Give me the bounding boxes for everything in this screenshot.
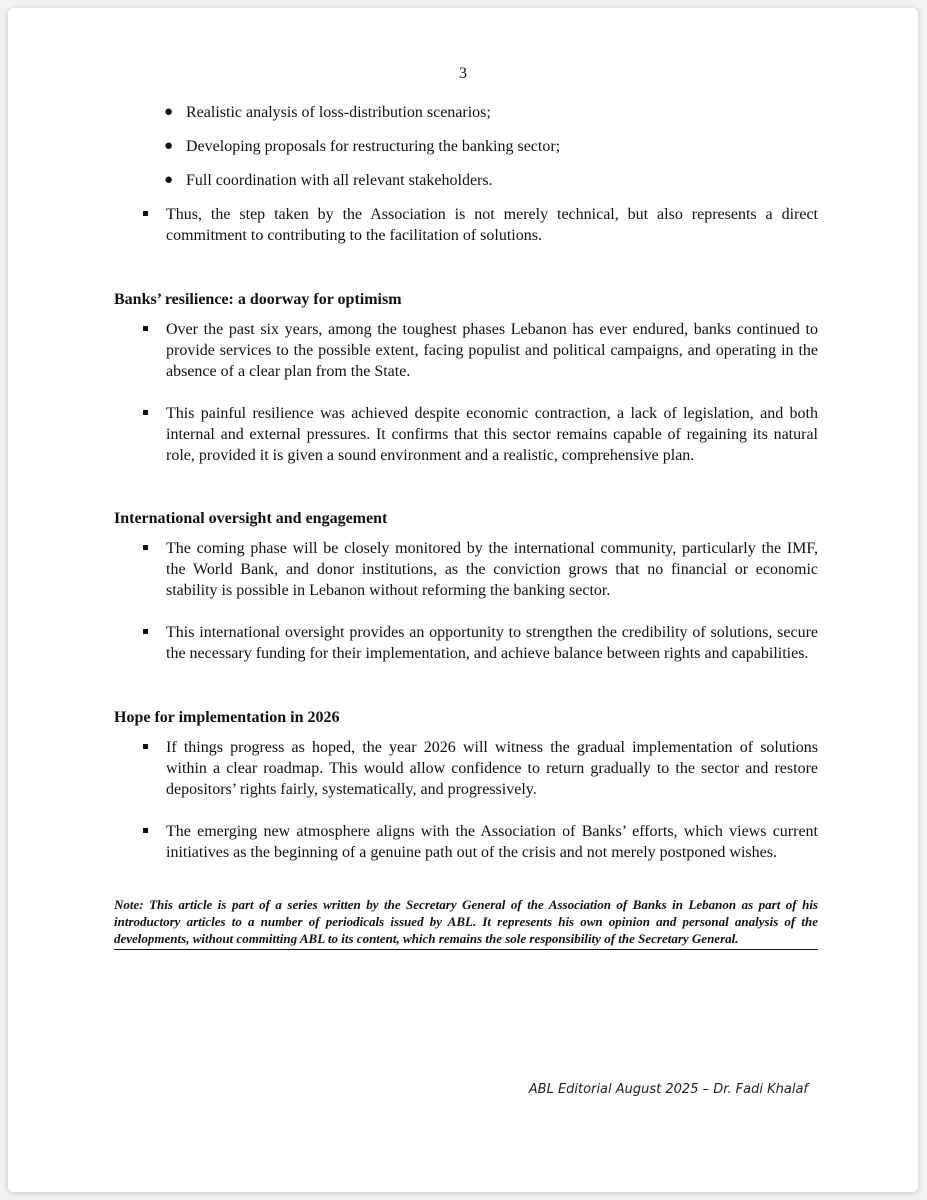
- page-content: [114, 102, 818, 963]
- list-item: The coming phase will be closely monitored by the international community, particularly the IMF, the World Bank, and donor institutions, as the conviction grows that no financial or economic stability is possible in Lebanon without reforming the banking sector.: [114, 538, 818, 601]
- section-heading-oversight: International oversight and engagement: [114, 510, 388, 527]
- section-list-resilience: [114, 319, 818, 466]
- list-item: The emerging new atmosphere aligns with the Association of Banks’ efforts, which views current initiatives as the beginning of a genuine path out of the crisis and not merely postponed wishes.: [114, 821, 818, 863]
- section-heading-resilience: Banks’ resilience: a doorway for optimism: [114, 291, 402, 308]
- bullet-square-icon: [143, 744, 148, 749]
- intro-point-list: [114, 204, 818, 246]
- bullet-square-icon: [143, 410, 148, 415]
- bullet-square-icon: [143, 211, 148, 216]
- bullet-square-icon: [143, 326, 148, 331]
- list-item: This painful resilience was achieved despite economic contraction, a lack of legislation, and both internal and external pressures. It confirms that this sector remains capable of regaining its natural role, provided it is given a sound environment and a realistic, comprehensive plan.: [114, 403, 818, 466]
- document-page: [8, 8, 918, 1192]
- signature-line: ABL Editorial August 2025 – Dr. Fadi Khalaf: [528, 1082, 808, 1097]
- list-item: Thus, the step taken by the Association is not merely technical, but also represents a direct commitment to contributing to the facilitation of solutions.: [114, 204, 818, 246]
- bullet-square-icon: [143, 828, 148, 833]
- footnote: Note: This article is part of a series written by the Secretary General of the Association of Banks in Lebanon as part of his introductory articles to a number of periodicals issued by ABL. It represents his own opinion and personal analysis of the developments, without committing ABL to its content, which remains the sole responsibility of the Secretary General.: [114, 896, 818, 950]
- list-item: Over the past six years, among the toughest phases Lebanon has ever endured, banks continued to provide services to the possible extent, facing populist and political campaigns, and operating in the absence of a clear plan from the State.: [114, 319, 818, 382]
- bullet-dot-icon: ●: [164, 138, 174, 154]
- intro-bullet-list: [160, 102, 818, 191]
- list-item: If things progress as hoped, the year 2026 will witness the gradual implementation of solutions within a clear roadmap. This would allow confidence to return gradually to the sector and restore depositors’ rights fairly, systematically, and progressively.: [114, 737, 818, 800]
- bullet-square-icon: [143, 629, 148, 634]
- section-heading-implementation: Hope for implementation in 2026: [114, 709, 340, 726]
- bullet-dot-icon: ●: [164, 104, 174, 120]
- list-item: ● Realistic analysis of loss-distribution scenarios;: [164, 104, 491, 121]
- list-item: ● Full coordination with all relevant stakeholders.: [164, 172, 493, 189]
- bullet-square-icon: [143, 545, 148, 550]
- section-list-oversight: [114, 538, 818, 664]
- page-number: 3: [459, 65, 467, 82]
- list-item: This international oversight provides an opportunity to strengthen the credibility of solutions, secure the necessary funding for their implementation, and achieve balance between rights and capabilities.: [114, 622, 818, 664]
- list-item: ● Developing proposals for restructuring the banking sector;: [164, 138, 561, 155]
- section-list-implementation: [114, 737, 818, 863]
- bullet-dot-icon: ●: [164, 172, 174, 188]
